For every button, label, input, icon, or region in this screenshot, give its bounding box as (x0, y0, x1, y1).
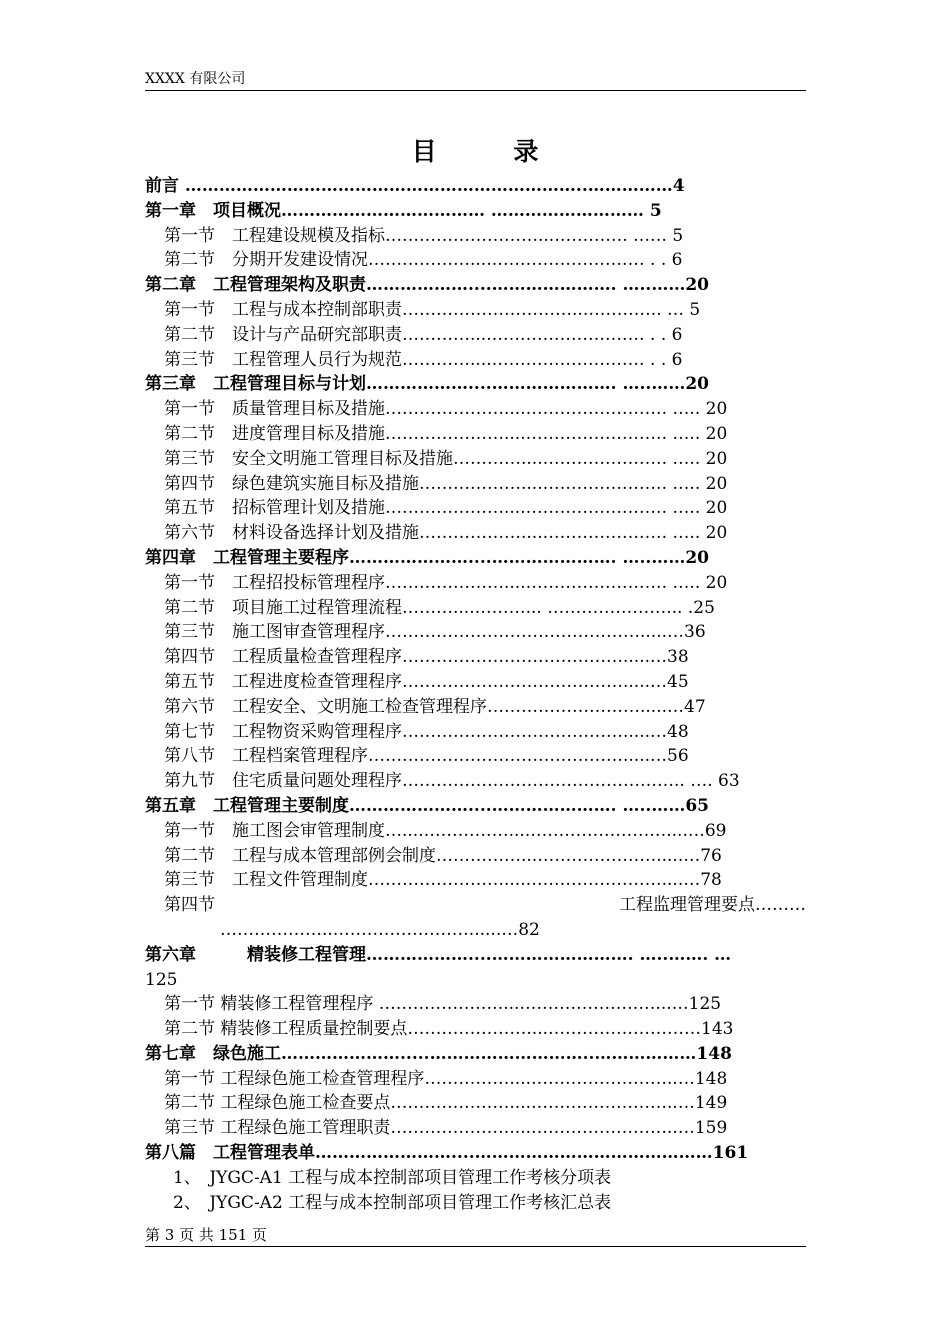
toc-entry-text: 第三节 工程文件管理制度……………………....……………………....…78 (164, 870, 722, 891)
toc-section-entry (145, 720, 806, 745)
toc-entry-text: 第五章 工程管理主要制度…………………....…………………. …..……65 (145, 795, 710, 816)
toc-section-entry (145, 248, 806, 273)
toc-entry-continuation (145, 968, 806, 993)
toc-section-entry (145, 447, 806, 472)
toc-entry-text: 第五节 工程进度检查管理程序………………………………….....…45 (164, 671, 689, 692)
toc-entry-text: 第一节 精装修工程管理程序 …………………....……………………...…125 (164, 994, 722, 1015)
toc-section-entry (145, 571, 806, 596)
toc-section-entry (145, 298, 806, 323)
toc-section-entry (145, 1091, 806, 1116)
toc-entry-text: ………………..……………………......…82 (220, 919, 540, 940)
company-header: XXXX 有限公司 (145, 71, 246, 87)
toc-entry-text: 第二节 分期开发建设情况………………....……………………… . . 6 (164, 250, 683, 271)
toc-section-entry (145, 670, 806, 695)
toc-section-entry (145, 819, 806, 844)
toc-entry-text: 第四章 工程管理主要程序…………………....…………………. …..……20 (145, 547, 710, 568)
toc-section-entry (145, 348, 806, 373)
toc-entry-text: 第一章 项目概况……………………………… ……………………… 5 (145, 200, 662, 221)
toc-entry-title: 工程监理管理要点……… (619, 895, 806, 916)
toc-entry-text: 前言 ……………………………………………………………..……………4 (145, 176, 685, 196)
toc-entry-text: 第一节 施工图会审管理制度…....……………....……………………....…69 (164, 820, 727, 841)
toc-section-entry (145, 422, 806, 447)
toc-section-entry (145, 596, 806, 621)
page-footer: 第 3 页 共 151 页 (145, 1226, 268, 1244)
toc-chapter-entry (145, 174, 806, 199)
page-title: 目 录 (411, 137, 573, 166)
toc-entry-text: 第三节 施工图审查管理程序……………………………………….....…36 (164, 622, 706, 643)
toc-entry-text: 2、 JYGC-A2 工程与成本控制部项目管理工作考核汇总表 (173, 1192, 612, 1213)
toc-form-entry (145, 1191, 806, 1216)
toc-entry-text: 第六节 材料设备选择计划及措施………………....…………………. ….. 20 (164, 523, 728, 544)
toc-entry-text: 第八篇 工程管理表单……………………....……………………………………161 (145, 1143, 749, 1164)
toc-section-entry (145, 1116, 806, 1141)
toc-entry-text: 第二章 工程管理架构及职责………………....…………………. …..……20 (145, 275, 710, 296)
toc-entry-text: 第四节 (164, 895, 215, 916)
toc-entry-text: 第七节 工程物资采购管理程序………………………………….....…48 (164, 721, 689, 742)
toc-chapter-entry (145, 794, 806, 819)
toc-chapter-entry (145, 1141, 806, 1166)
toc-entry-text: 第八节 工程档案管理程序……………………………………….....…56 (164, 746, 689, 767)
toc-chapter-entry (145, 1042, 806, 1067)
toc-entry-text: 第二节 工程与成本管理部例会制度……………...………………….....…76 (164, 845, 722, 866)
toc-entry-text: 第二节 项目施工过程管理流程………....………... …………………... .25 (164, 597, 715, 618)
toc-section-entry (145, 769, 806, 794)
toc-section-entry (145, 868, 806, 893)
toc-chapter-entry (145, 372, 806, 397)
toc-entry-text: 1、 JYGC-A1 工程与成本控制部项目管理工作考核分项表 (173, 1167, 612, 1188)
toc-section-entry (145, 472, 806, 497)
toc-entry-text: 第六章 精装修工程管理………………....……………………. …..……. … (145, 944, 732, 965)
toc-entry-text: 第二节 工程绿色施工检查要点…………………....……………………..…149 (164, 1093, 728, 1114)
toc-entry-text: 第六节 工程安全、文明施工检查管理程序……………………….....…47 (164, 696, 706, 717)
toc-entry-text: 第二节 精装修工程质量控制要点…………………....………………………143 (164, 1019, 734, 1040)
toc-entry-text: 第一节 工程与成本控制部职责…………………………..………….. … 5 (164, 299, 701, 320)
toc-section-entry (145, 695, 806, 720)
toc-chapter-entry (145, 199, 806, 224)
header-rule (145, 90, 806, 91)
toc-section-entry (145, 224, 806, 249)
toc-chapter-entry (145, 273, 806, 298)
toc-entry-text: 第一节 工程绿色施工检查管理程序……………....……………………..…148 (164, 1068, 728, 1089)
toc-entry-text: 第二节 进度管理目标及措施…………………....……………………. ….. 20 (164, 423, 728, 444)
toc-entry-text: 第九节 住宅质量问题处理程序………………………………………….. …. 63 (164, 771, 740, 792)
toc-entry-text: 第七章 绿色施工………………….....………………………..………………148 (145, 1043, 732, 1064)
toc-section-entry (145, 323, 806, 348)
toc-section-entry (145, 992, 806, 1017)
toc-entry-text: 第一节 质量管理目标及措施…………………....……………………. ….. 20 (164, 399, 728, 420)
toc-entry-text: 第三章 工程管理目标与计划………………....…………………. …..……20 (145, 374, 710, 395)
toc-entry-text: 第一节 工程建设规模及指标………………………...…………. …… 5 (164, 225, 684, 246)
toc-section-entry (145, 521, 806, 546)
toc-entry-continuation (145, 918, 806, 943)
toc-section-entry (145, 844, 806, 869)
toc-section-entry (145, 893, 806, 918)
toc-entry-text: 第二节 设计与产品研究部职责…………....……………………… . . 6 (164, 324, 683, 345)
toc-chapter-entry (145, 943, 806, 968)
toc-entry-text: 第三节 安全文明施工管理目标及措施…………....…………………. ….. 20 (164, 448, 728, 469)
toc-section-entry (145, 397, 806, 422)
toc-section-entry (145, 645, 806, 670)
toc-section-entry (145, 744, 806, 769)
table-of-contents (145, 174, 806, 1215)
toc-entry-text: 第三节 工程管理人员行为规范…………....……………………… . . 6 (164, 349, 683, 370)
toc-section-entry (145, 620, 806, 645)
toc-section-entry (145, 1067, 806, 1092)
toc-entry-text: 125 (145, 969, 178, 990)
toc-entry-text: 第四节 绿色建筑实施目标及措施………………....…………………. ….. 20 (164, 473, 728, 494)
toc-section-entry (145, 1017, 806, 1042)
toc-entry-text: 第一节 工程招投标管理程序…………………....……………………. ….. 20 (164, 572, 728, 593)
toc-entry-text: 第三节 工程绿色施工管理职责…………………....……………………..…159 (164, 1118, 728, 1139)
toc-entry-text: 第四节 工程质量检查管理程序………………………………….....…38 (164, 647, 689, 668)
toc-form-entry (145, 1166, 806, 1191)
toc-chapter-entry (145, 546, 806, 571)
footer-rule (145, 1246, 806, 1247)
toc-entry-text: 第五节 招标管理计划及措施…………………....……………………. ….. 20 (164, 498, 728, 519)
toc-section-entry (145, 496, 806, 521)
